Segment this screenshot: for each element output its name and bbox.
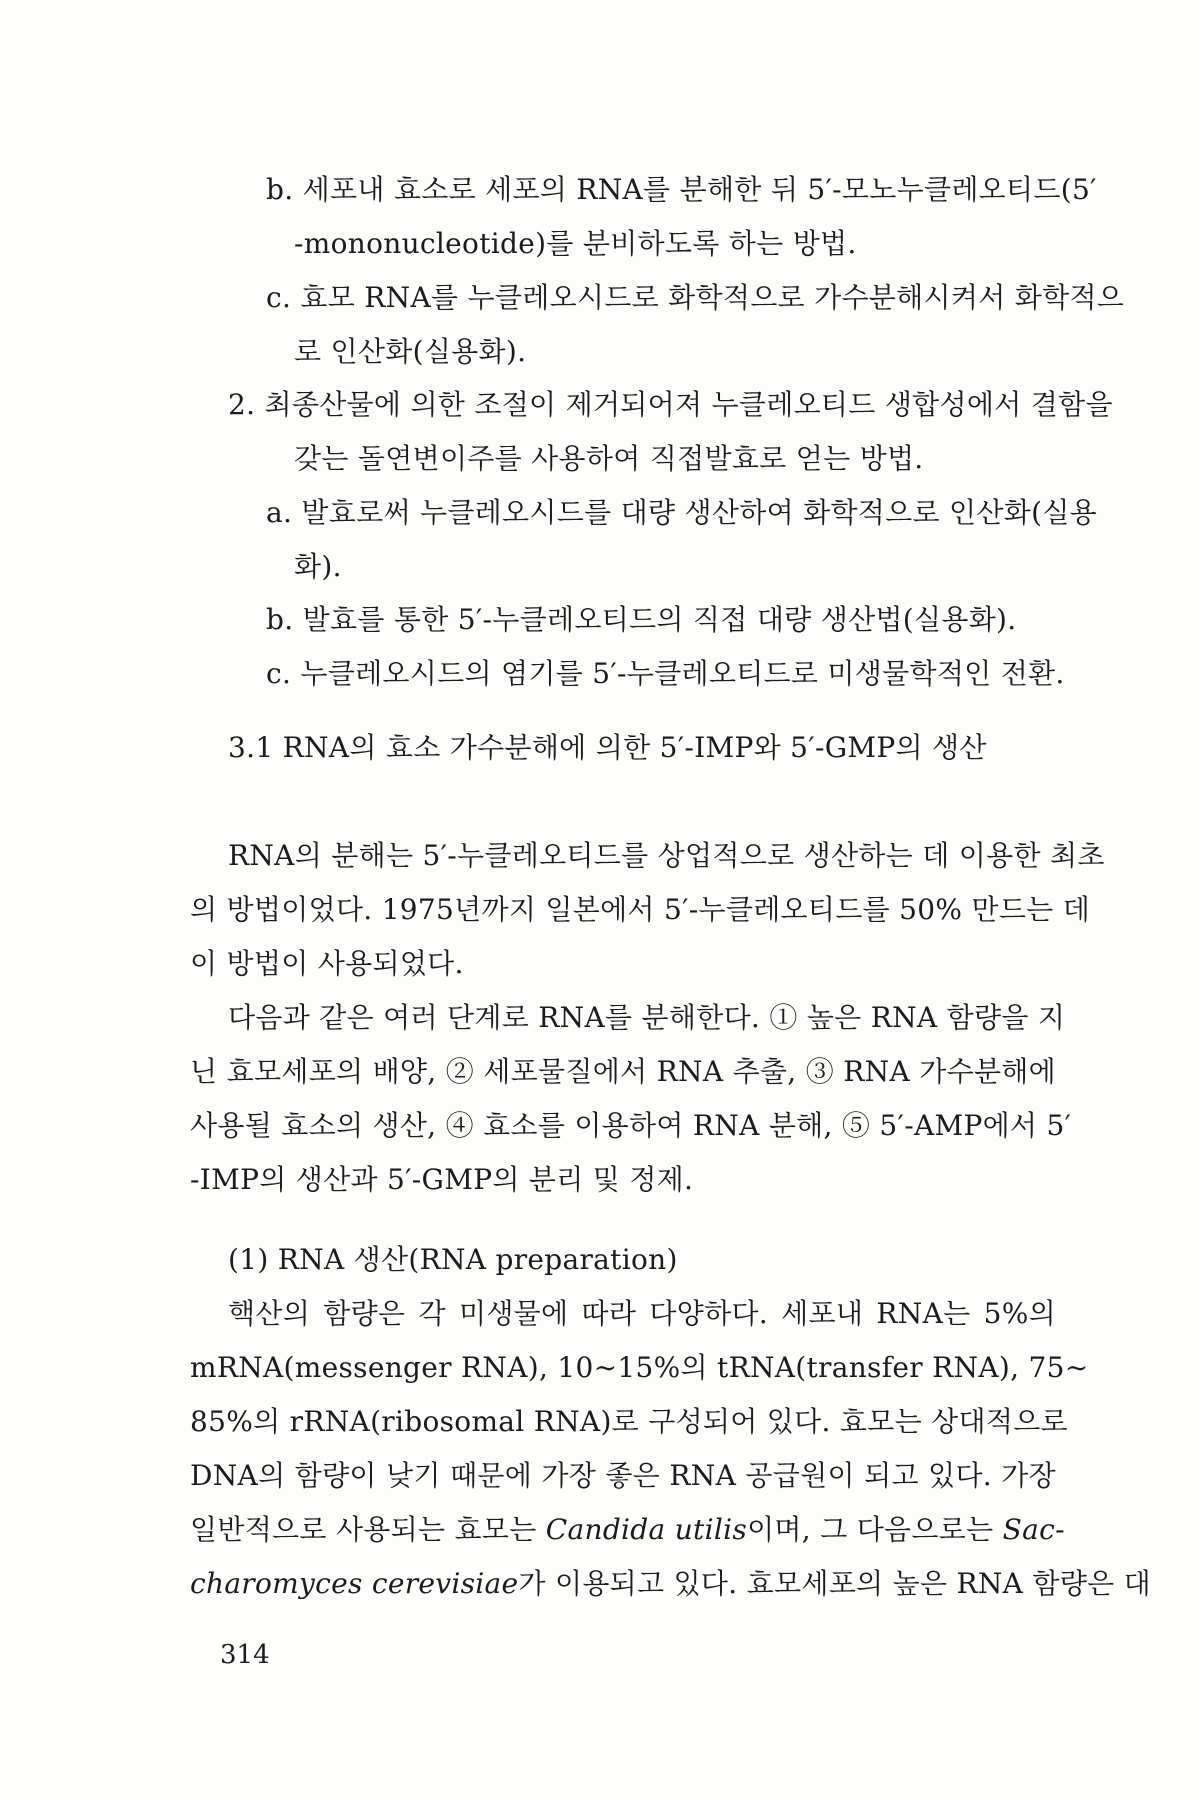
- paragraph-line: RNA의 분해는 5′-누클레오티드를 상업적으로 생산하는 데 이용한 최초: [228, 839, 1105, 872]
- list-item-a2-cont: 화).: [294, 550, 342, 583]
- paragraph-line: [190, 1564, 1151, 1604]
- text-run: 가 이용되고 있다. 효모세포의 높은 RNA 함량은 대: [518, 1567, 1151, 1600]
- page-number: 314: [220, 1640, 270, 1670]
- list-item-b2: b. 발효를 통한 5′-누클레오티드의 직접 대량 생산법(실용화).: [266, 603, 1017, 636]
- species-name-part: Sac-: [1002, 1513, 1065, 1546]
- list-item-2: 2. 최종산물에 의한 조절이 제거되어져 누클레오티드 생합성에서 결함을: [228, 388, 1113, 421]
- list-item-b1: b. 세포내 효소로 세포의 RNA를 분해한 뒤 5′-모노누클레오티드(5′: [266, 173, 1097, 206]
- paragraph-line: 이 방법이 사용되었다.: [190, 947, 464, 980]
- list-item-c2: c. 누클레오시드의 염기를 5′-누클레오티드로 미생물학적인 전환.: [266, 657, 1065, 690]
- list-item-a2: a. 발효로써 누클레오시드를 대량 생산하여 화학적으로 인산화(실용: [266, 496, 1098, 529]
- list-item-c1-cont: 로 인산화(실용화).: [294, 335, 527, 368]
- paragraph-line: [190, 1510, 1065, 1550]
- paragraph-line: 사용될 효소의 생산, ④ 효소를 이용하여 RNA 분해, ⑤ 5′-AMP에서 5′: [190, 1109, 1072, 1142]
- text-run: 이며, 그 다음으로는: [747, 1513, 1003, 1546]
- paragraph-line: mRNA(messenger RNA), 10∼15%의 tRNA(transfer RNA), 75∼: [190, 1351, 1089, 1384]
- list-item-2-cont: 갖는 돌연변이주를 사용하여 직접발효로 얻는 방법.: [294, 442, 924, 475]
- species-name-part: charomyces cerevisiae: [190, 1567, 519, 1600]
- text-run: 일반적으로 사용되는 효모는: [190, 1513, 546, 1546]
- paragraph-line: 의 방법이었다. 1975년까지 일본에서 5′-누클레오티드를 50% 만드는 데: [190, 893, 1091, 926]
- list-item-c1: c. 효모 RNA를 누클레오시드로 화학적으로 가수분해시켜서 화학적으: [266, 281, 1125, 314]
- paragraph-line: 다음과 같은 여러 단계로 RNA를 분해한다. ① 높은 RNA 함량을 지: [228, 1001, 1066, 1034]
- paragraph-line: 핵산의 함량은 각 미생물에 따라 다양하다. 세포내 RNA는 5%의: [228, 1297, 1056, 1330]
- species-name: Candida utilis: [545, 1513, 748, 1546]
- list-item-b1-cont: -mononucleotide)를 분비하도록 하는 방법.: [294, 227, 857, 260]
- paragraph-line: -IMP의 생산과 5′-GMP의 분리 및 정제.: [190, 1163, 694, 1196]
- paragraph-line: 닌 효모세포의 배양, ② 세포물질에서 RNA 추출, ③ RNA 가수분해에: [190, 1055, 1056, 1088]
- section-heading: 3.1 RNA의 효소 가수분해에 의한 5′-IMP와 5′-GMP의 생산: [228, 731, 987, 764]
- paragraph-line: DNA의 함량이 낮기 때문에 가장 좋은 RNA 공급원이 되고 있다. 가장: [190, 1459, 1056, 1492]
- subsection-heading: (1) RNA 생산(RNA preparation): [228, 1243, 678, 1276]
- paragraph-line: 85%의 rRNA(ribosomal RNA)로 구성되어 있다. 효모는 상대적으로: [190, 1405, 1068, 1438]
